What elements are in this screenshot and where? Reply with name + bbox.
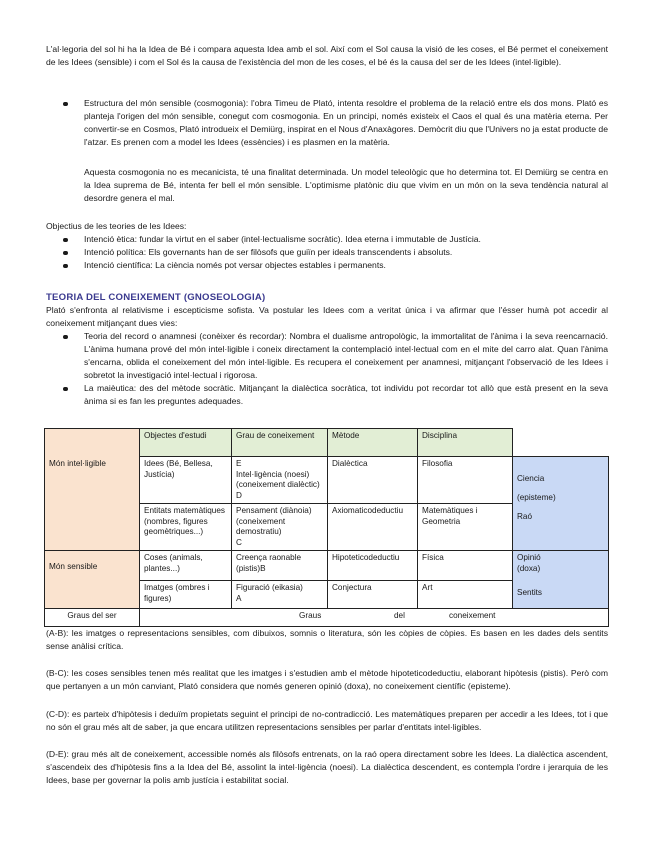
opinion-cell [513,551,609,581]
bullet-item [46,97,608,149]
world-label: Món sensible [49,562,98,571]
objective-text: Intenció científica: La ciència només pot versar objectes estables i permanents. [84,260,386,270]
objective-text: Intenció ètica: fundar la virtut en el saber (intel·lectualisme socràtic). Idea eterna i immutable de Justícia. [84,234,481,244]
grau-cell: E Intel·ligència (noesi) (coneixement dialèctic) D [232,457,328,504]
way-item [46,382,608,408]
graus-row [45,609,609,627]
header-cell: Grau de coneixement [232,429,328,457]
objectives-block [46,220,608,272]
note-cd [46,708,608,734]
graus-word: Graus [299,611,322,620]
note-text: les imatges o representacions sensibles, com dibuixos, somnis o literatura, són les còpies de còpies. Es basen en les dades dels sentits sense anàlisi crítica. [46,628,608,651]
way-text: Nombra el dualisme antropològic, la immortalitat de l'ànima i la seva reencarnació. L'ànima humana prové del món intel·ligible i coneix directament la contemplació intel·lectual com en el mite del carro alat. Quan l'ànima s'encarna, oblida el coneixement del món intel·ligible. Es recupera el coneixement per anamnesi, mitjançant l'observació de les Idees i sobretot la investigació intel·lectual i rigorosa. [84,331,608,380]
method-cell: Conjectura [328,581,418,609]
objectives-heading: Objectius de les teories de les Idees: [46,221,187,231]
method-cell: Dialèctica [328,457,418,504]
empty-cell [513,429,609,457]
table-row [45,551,609,581]
bullet-dot-icon [63,251,68,256]
bullet-dot-icon [63,102,68,107]
table-row [45,457,609,504]
world-sensible-cell [45,551,140,609]
intro-text: L'al·legoria del sol hi ha la Idea de Bé i compara aquesta Idea amb el sol. Així com el Sol causa la visió de les coses, el Bé permet el coneixement de les Idees (sensible) i com el Sol és la causa de l'existència del mon de les coses, el bé és la causa del ser de les Idees (intel·ligible). [46,44,608,67]
bullet-text: l'obra Timeu de Plató, intenta resoldre el problema de la relació entre els dos mons. Plató es planteja l'origen del món sensible, conegut com cosmogonia. En un principi, només existeix el Caos el qual és una matèria eterna. Per convertir-se en Cosmos, Plató introdueix el Demiürg, inspirat en el Nous d'Anaxàgores. Demòcrit diu que l'Univers no ja estat producte de l'atzar. Es prenen com a model les Idees (essències) i es plasmen en la matèria. [84,98,608,147]
method-cell: Hipoteticodeductiu [328,551,418,581]
header-cell: Disciplina [418,429,513,457]
method-cell: Axiomaticodeductiu [328,504,418,551]
world-intelligible-cell [45,457,140,551]
cosmogonia-second-paragraph [46,166,608,205]
section-intro-block [46,304,608,408]
objective-item [46,246,608,259]
knowledge-table [44,428,609,627]
way-item [46,330,608,382]
bullet-dot-icon [63,387,68,392]
objective-text: Intenció política: Els governants han de ser filòsofs que guiïn per ideals transcendents i absoluts. [84,247,453,257]
opinio-label: Opinió [517,553,541,562]
discipline-cell: Art [418,581,513,609]
ciencia-label: Ciencia [517,474,545,483]
object-cell: Imatges (ombres i figures) [140,581,232,609]
header-cell: Mètode [328,429,418,457]
doxa-label: (doxa) [517,563,541,573]
episteme-label: (episteme) [517,493,556,502]
corner-cell [45,429,140,457]
note-de [46,748,608,787]
discipline-cell: Filosofia [418,457,513,504]
cosmogonia-bullet [46,97,608,149]
way-text: des del mètode socràtic. Mitjançant la dialèctica socràtica, tot individu pot recordar tot allò que està present en la seva ànima si es fan les preguntes adequades. [84,383,608,406]
note-bc [46,667,608,693]
objective-item [46,259,608,272]
paragraph-text: Aquesta cosmogonia no es mecanicista, té una finalitat determinada. Un model teleològic que ho determina tot. El Demiürg se centra en la Idea suprema de Bé, intenta fer bell el món sensible. L'optimisme platònic diu que vivim en un món on la seva tendència natural al desordre genera el mal. [84,167,608,203]
table-header-row [45,429,609,457]
grau-cell: Pensament (diànoia) (coneixement demostratiu) C [232,504,328,551]
rao-label: Raó [517,512,533,521]
note-text: es parteix d'hipòtesis i deduïm propietats seguint el principi de no-contradicció. Les matemàtiques preparen per accedir a les Idees, tot i que no són el grau més alt de saber, ja que encara utilitzen representacions sensibles per parlar d'entitats intel·ligibles. [46,709,608,732]
note-ab [46,627,608,653]
graus-word: coneixement [449,611,496,620]
world-label: Món intel·ligible [49,458,106,468]
graus-coneixement-cell [140,609,609,627]
graus-word: del [394,611,405,620]
section-intro: Plató s'enfronta al relativisme i escepticisme sofista. Va postular les Idees com a veritat única i va afirmar que l'ésser humà pot accedir al coneixement mitjançant dues vies: [46,305,608,328]
intro-paragraph [46,43,608,69]
section-title: TEORIA DEL CONEIXEMENT (GNOSEOLOGIA) [46,292,266,303]
object-cell: Coses (animals, plantes...) [140,551,232,581]
note-label: (D-E): [46,749,69,759]
way-label: Teoria del record o anamnesi (conèixer és recordar): [84,331,287,341]
note-label: (A-B): [46,628,69,638]
discipline-cell: Matemàtiques i Geometria [418,504,513,551]
graus-ser-cell: Graus del ser [45,609,140,627]
section-title-block [46,291,608,304]
bullet-dot-icon [63,238,68,243]
header-cell: Objectes d'estudi [140,429,232,457]
bullet-label: Estructura del món sensible (cosmogonia): [84,98,249,108]
objective-item [46,233,608,246]
discipline-cell: Física [418,551,513,581]
reason-cell [513,457,609,551]
note-text: les coses sensibles tenen més realitat que les imatges i s'estudien amb el mètode hipoteticodeductiu, elaborant hipòtesis (pistis). Però com que pertanyen a un món canviant, Plató considera que només generen opinió (doxa), no coneixement científic (episteme). [46,668,608,691]
object-cell: Entitats matemàtiques (nombres, figures geomètriques...) [140,504,232,551]
note-text: grau més alt de coneixement, accessible només als filòsofs entrenats, on la raó opera directament sobre les Idees. La dialèctica ascendent, s'ascendeix des d'hipòtesis fins a la Idea del Bé, assolint la intel·ligència (noesi). La dialèctica descendent, es contempla l'ordre i jerarquia de les Idees, base per governar la polis amb justícia i estabilitat social. [46,749,608,785]
note-label: (C-D): [46,709,70,719]
note-label: (B-C): [46,668,69,678]
grau-cell: Creença raonable (pistis)B [232,551,328,581]
object-cell: Idees (Bé, Bellesa, Justícia) [140,457,232,504]
grau-cell: Figuració (eikasia) A [232,581,328,609]
bullet-dot-icon [63,264,68,269]
way-label: La maièutica: [84,383,137,393]
bullet-dot-icon [63,335,68,340]
senses-cell: Sentits [513,581,609,609]
